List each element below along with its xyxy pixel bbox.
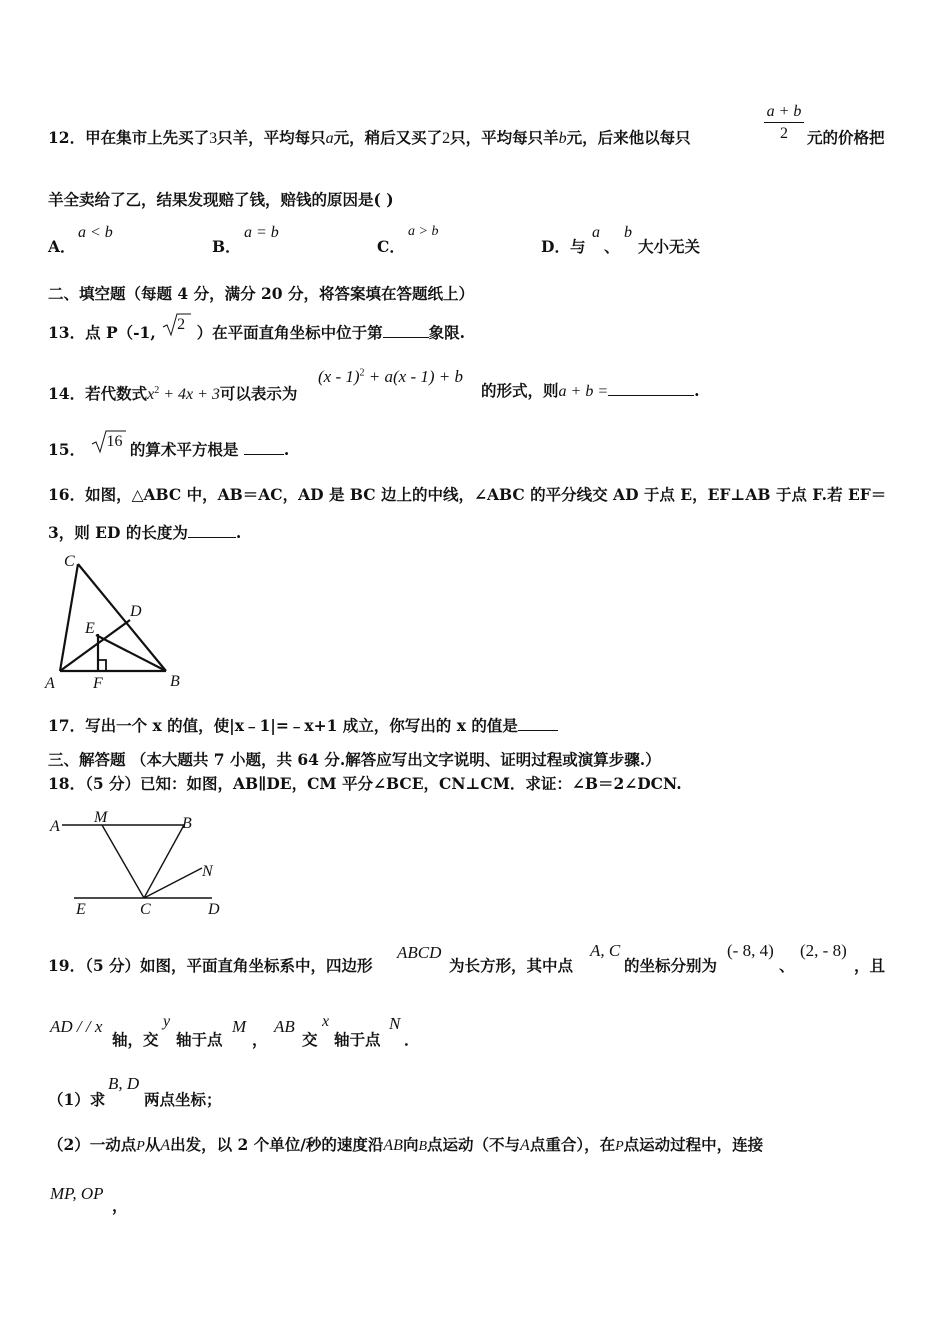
q14-expression: (x - 1)$^2$ + a(x - 1) + b — [318, 367, 464, 386]
label-a: A — [45, 675, 55, 692]
q16-line2: 3，则 ED 的长度为 . — [48, 523, 242, 542]
q12-option-b: a = b — [244, 224, 279, 241]
q19-line1-mid: 为长方形，其中点 — [449, 956, 574, 975]
label-d: D — [130, 603, 142, 620]
q19-part2-comma: ， — [112, 1196, 128, 1215]
q19-bd: B, D — [108, 1074, 140, 1093]
q19-n: N — [389, 1014, 401, 1033]
q19-m: M — [232, 1017, 247, 1036]
q19-line1-mid2: 的坐标分别为 — [624, 956, 718, 975]
q19-line2-t2: 轴于点 — [176, 1030, 223, 1049]
q16-answer-blank[interactable] — [188, 523, 236, 538]
q12-option-c: a > b — [408, 224, 439, 239]
q18-text: 18．（5 分）已知：如图，AB∥DE，CM 平分∠BCE，CN⊥CM．求证：∠B＝2∠DCN. — [48, 774, 682, 793]
q12-option-d-label: D．与 — [541, 237, 586, 256]
line-ad — [60, 620, 130, 671]
q19-sep: 、 — [779, 956, 795, 975]
q12-option-c-label: C． — [377, 237, 405, 256]
label-n: N — [202, 863, 213, 880]
q12-option-a-label: A． — [48, 237, 76, 256]
q19-part1-pre: （1）求 — [48, 1090, 106, 1109]
q13: 13．点 P（-1, 2 ）在平面直角坐标中位于第 象限. — [48, 323, 465, 343]
q19-coord-c: (2, - 8) — [800, 941, 847, 960]
q16-triangle-figure — [40, 548, 200, 693]
q19-mp-op: MP, OP — [50, 1184, 104, 1203]
q19-part1-post: 两点坐标； — [144, 1090, 222, 1109]
q19-line1-pre: 19．（5 分）如图，平面直角坐标系中，四边形 — [48, 956, 373, 975]
radical-sign — [161, 311, 191, 337]
q12-option-d-a: a — [592, 224, 600, 241]
side-cb — [78, 564, 166, 671]
line-mc — [102, 825, 144, 898]
label-c: C — [140, 901, 151, 918]
q19-line2-t1: 轴，交 — [112, 1030, 159, 1049]
q17: 17．写出一个 x 的值，使|x﹣1|=﹣x+1 成立，你写出的 x 的值是 — [48, 716, 558, 736]
q19-ad-parallel-x: AD / / x — [50, 1017, 103, 1036]
q14-tail: 的形式，则a + b = . — [481, 381, 700, 400]
sqrt-symbol: 2 — [161, 311, 191, 329]
q19-abcd: ABCD — [397, 943, 442, 962]
label-a: A — [50, 818, 60, 835]
q17-answer-blank[interactable] — [518, 716, 558, 731]
label-b: B — [170, 673, 180, 690]
q16-line1: 16．如图，△ABC 中，AB＝AC，AD 是 BC 边上的中线，∠ABC 的平分线交 AD 于点 E，EF⊥AB 于点 F.若 EF＝ — [48, 485, 887, 504]
q12-line1-end: 元的价格把 — [807, 128, 885, 147]
label-d: D — [208, 901, 220, 918]
q19-line2-t3: 交 — [302, 1030, 318, 1049]
section3-heading: 三、解答题 （本大题共 7 小题，共 64 分.解答应写出文字说明、证明过程或演算步骤.） — [48, 750, 661, 769]
label-e: E — [85, 620, 95, 637]
q19-coord-a: (- 8, 4) — [727, 941, 774, 960]
q12-option-b-label: B． — [212, 237, 241, 256]
q14: 14．若代数式$x^2 + 4x + 3$可以表示为 — [48, 384, 298, 404]
label-c: C — [64, 553, 75, 570]
q19-ac: A, C — [590, 941, 621, 960]
label-b: B — [182, 815, 192, 832]
q12-option-d-b: b — [624, 224, 632, 241]
q19-line2-t4: 轴于点 — [334, 1030, 381, 1049]
q19-ab: AB — [274, 1017, 295, 1036]
sqrt-symbol: 16 — [90, 428, 124, 446]
q19-y: y — [163, 1013, 171, 1030]
q14-answer-blank[interactable] — [608, 381, 694, 396]
right-angle-mark — [98, 660, 106, 671]
q19-x: x — [322, 1013, 330, 1030]
section2-heading: 二、填空题（每题 4 分，满分 20 分，将答案填在答题纸上） — [48, 284, 474, 303]
q19-line2-comma: ， — [252, 1030, 268, 1049]
q19-line1-tail: ，且 — [854, 956, 886, 975]
q12-option-a: a < b — [78, 224, 113, 241]
q15-answer-blank[interactable] — [244, 440, 284, 455]
q18-parallel-lines-figure — [44, 806, 234, 918]
q19-part2: （2）一动点P从A出发，以 2 个单位/秒的速度沿AB向B点运动（不与A点重合），在P点运动过程中，连接 — [48, 1135, 764, 1154]
q12-option-d-sep: 、 — [604, 237, 620, 256]
label-f: F — [93, 675, 103, 692]
q12-line2: 羊全卖给了乙，结果发现赔了钱，赔钱的原因是( ) — [48, 190, 394, 209]
label-m: M — [94, 809, 108, 826]
q12-option-d-tail: 大小无关 — [638, 237, 701, 256]
q19-line2-end: ． — [404, 1030, 420, 1049]
q12-line1: 12．甲在集市上先买了3只羊，平均每只a元，稍后又买了2只，平均每只羊b元，后来他以每只 — [48, 128, 691, 147]
q15: 15． 16 的算术平方根是 . — [48, 440, 289, 460]
label-e: E — [76, 901, 86, 918]
q12-fraction: a + b 2 — [764, 102, 804, 145]
side-ac — [60, 564, 78, 671]
q13-answer-blank[interactable] — [383, 323, 429, 338]
